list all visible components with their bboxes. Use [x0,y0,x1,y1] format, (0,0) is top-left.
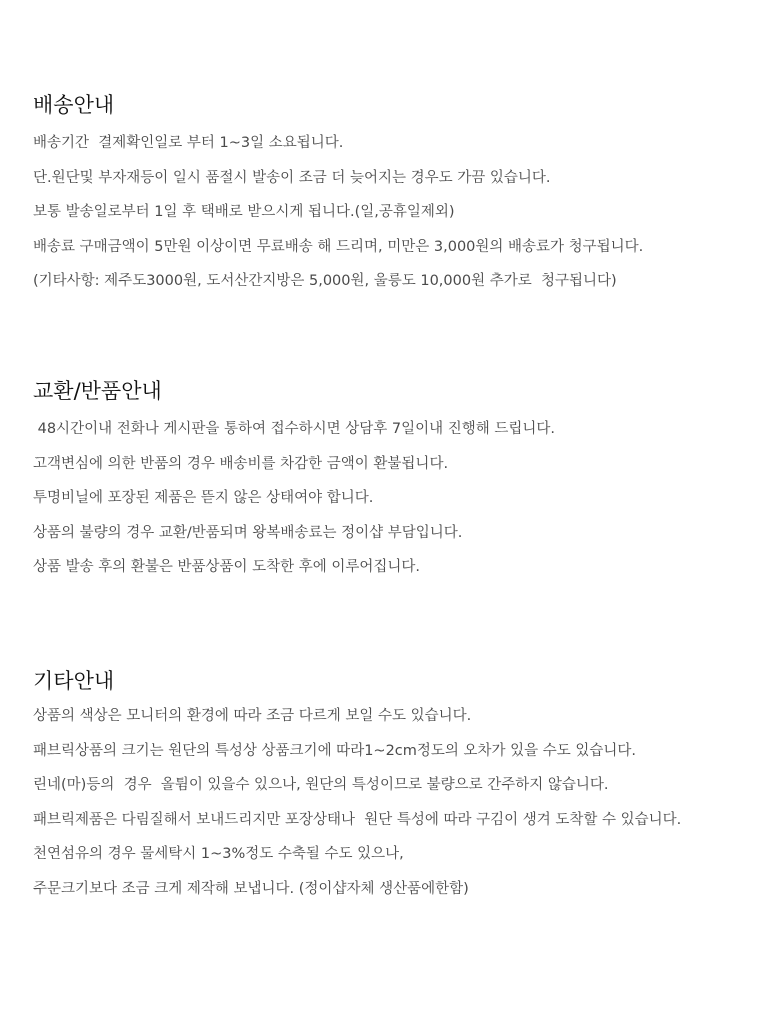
other-info-list [33,705,773,912]
other-info-line: 주문크기보다 조금 크게 제작해 보냅니다. (정이샵자체 생산품에한함) [33,880,469,897]
exchange-return-line: 48시간이내 전화나 게시판을 통하여 접수하시면 상담후 7일이내 진행해 드립니다. [33,421,555,437]
other-info-section [33,668,773,912]
other-info-line: 천연섬유의 경우 물세탁시 1~3%정도 수축될 수도 있으나, [33,846,404,862]
other-info-line: 린네(마)등의 경우 올튐이 있을수 있으나, 원단의 특성이므로 불량으로 간주하지 않습니다. [33,777,609,793]
other-info-line: 패브릭제품은 다림질해서 보내드리지만 포장상태나 원단 특성에 따라 구김이 생겨 도착할 수 있습니다. [33,811,682,828]
exchange-return-section [33,378,773,591]
shipping-info-line: 배송료 구매금액이 5만원 이상이면 무료배송 해 드리며, 미만은 3,000원의 배송료가 청구됩니다. [33,238,644,255]
exchange-return-line: 고객변심에 의한 반품의 경우 배송비를 차감한 금액이 환불됩니다. [33,455,449,472]
other-info-line: 패브릭상품의 크기는 원단의 특성상 상품크기에 따라1~2cm정도의 오차가 있을 수도 있습니다. [33,742,637,759]
exchange-return-line: 상품 발송 후의 환불은 반품상품이 도착한 후에 이루어집니다. [33,559,421,575]
shipping-info-section [33,92,773,305]
other-info-line: 상품의 색상은 모니터의 환경에 따라 조금 다르게 보일 수도 있습니다. [33,708,472,724]
shipping-info-line: 단.원단및 부자재등이 일시 품절시 발송이 조금 더 늦어지는 경우도 가끔 있습니다. [33,169,551,186]
exchange-return-line: 투명비닐에 포장된 제품은 뜯지 않은 상태여야 합니다. [33,490,374,506]
shipping-info-title: 배송안내 [33,93,115,117]
other-info-title: 기타안내 [33,669,115,693]
exchange-return-title: 교환/반품안내 [33,379,162,403]
shipping-info-list [33,132,773,305]
shipping-info-line: 보통 발송일로부터 1일 후 택배로 받으시게 됩니다.(일,공휴일제외) [33,204,455,220]
exchange-return-list [33,418,773,591]
shipping-info-line: 배송기간 결제확인일로 부터 1~3일 소요됩니다. [33,135,344,151]
exchange-return-line: 상품의 불량의 경우 교환/반품되며 왕복배송료는 정이샵 부담입니다. [33,524,463,541]
shipping-info-line: (기타사항: 제주도3000원, 도서산간지방은 5,000원, 울릉도 10,000원 추가로 청구됩니다) [33,273,617,289]
